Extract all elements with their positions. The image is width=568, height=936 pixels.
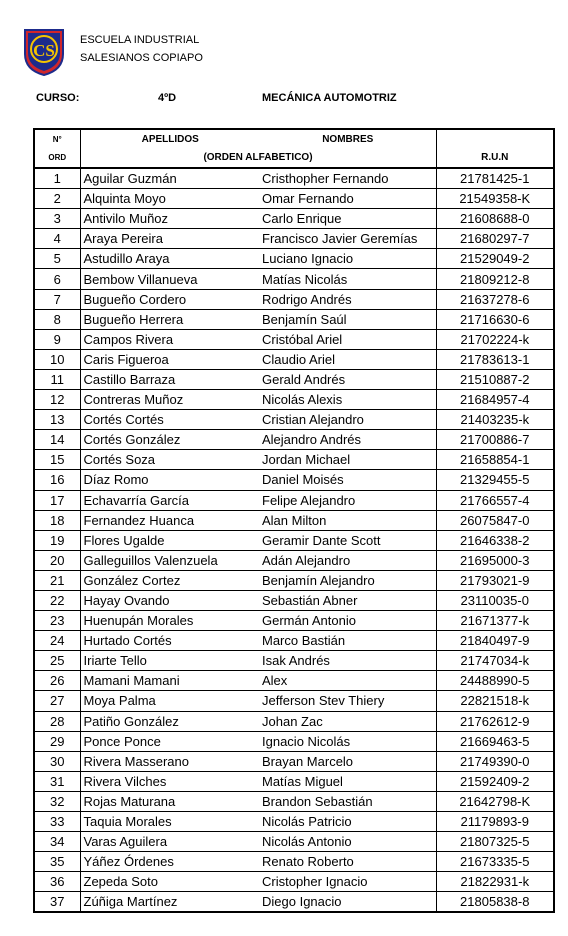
row-number: 14	[34, 430, 80, 450]
row-number: 8	[34, 309, 80, 329]
row-nombres: Nicolás Antonio	[260, 832, 436, 852]
table-row	[34, 249, 554, 269]
row-apellidos: Caris Figueroa	[80, 349, 260, 369]
table-row	[34, 570, 554, 590]
row-apellidos: Iriarte Tello	[80, 651, 260, 671]
row-number: 15	[34, 450, 80, 470]
row-number: 6	[34, 269, 80, 289]
table-row	[34, 229, 554, 249]
row-nombres: Cristopher Ignacio	[260, 872, 436, 892]
row-nombres: Matías Miguel	[260, 771, 436, 791]
row-apellidos: Echavarría García	[80, 490, 260, 510]
row-number: 22	[34, 590, 80, 610]
row-run: 21781425-1	[436, 168, 554, 189]
row-nombres: Alex	[260, 671, 436, 691]
row-number: 20	[34, 550, 80, 570]
student-roster-table	[33, 128, 555, 913]
row-apellidos: Zepeda Soto	[80, 872, 260, 892]
row-number: 30	[34, 751, 80, 771]
row-number: 7	[34, 289, 80, 309]
row-apellidos: Antivilo Muñoz	[80, 209, 260, 229]
school-name	[80, 31, 203, 67]
row-number: 23	[34, 611, 80, 631]
row-run: 26075847-0	[436, 510, 554, 530]
table-row	[34, 530, 554, 550]
table-row	[34, 550, 554, 570]
row-number: 35	[34, 852, 80, 872]
row-number: 12	[34, 390, 80, 410]
header-nombres: NOMBRES	[260, 129, 436, 148]
table-row	[34, 490, 554, 510]
row-run: 21793021-9	[436, 570, 554, 590]
row-run: 21695000-3	[436, 550, 554, 570]
table-row	[34, 309, 554, 329]
row-number: 28	[34, 711, 80, 731]
row-apellidos: Bembow Villanueva	[80, 269, 260, 289]
row-nombres: Jefferson Stev Thiery	[260, 691, 436, 711]
table-row	[34, 329, 554, 349]
row-apellidos: Aguilar Guzmán	[80, 168, 260, 189]
row-apellidos: Rivera Vilches	[80, 771, 260, 791]
row-run: 21700886-7	[436, 430, 554, 450]
row-run: 21179893-9	[436, 812, 554, 832]
table-row	[34, 832, 554, 852]
row-run: 21807325-5	[436, 832, 554, 852]
row-nombres: Alan Milton	[260, 510, 436, 530]
row-apellidos: Yáñez Órdenes	[80, 852, 260, 872]
row-nombres: Rodrigo Andrés	[260, 289, 436, 309]
row-apellidos: González Cortez	[80, 570, 260, 590]
row-apellidos: Rivera Masserano	[80, 751, 260, 771]
row-run: 21840497-9	[436, 631, 554, 651]
row-nombres: Geramir Dante Scott	[260, 530, 436, 550]
row-number: 27	[34, 691, 80, 711]
table-row	[34, 390, 554, 410]
row-nombres: Omar Fernando	[260, 189, 436, 209]
row-number: 32	[34, 791, 80, 811]
table-row	[34, 771, 554, 791]
row-nombres: Sebastián Abner	[260, 590, 436, 610]
table-row	[34, 691, 554, 711]
row-apellidos: Astudillo Araya	[80, 249, 260, 269]
row-run: 23110035-0	[436, 590, 554, 610]
row-run: 21702224-k	[436, 329, 554, 349]
row-apellidos: Bugueño Herrera	[80, 309, 260, 329]
row-run: 21783613-1	[436, 349, 554, 369]
row-apellidos: Flores Ugalde	[80, 530, 260, 550]
row-nombres: Daniel Moisés	[260, 470, 436, 490]
row-nombres: Nicolás Alexis	[260, 390, 436, 410]
row-apellidos: Díaz Romo	[80, 470, 260, 490]
row-run: 21716630-6	[436, 309, 554, 329]
row-number: 25	[34, 651, 80, 671]
row-run: 21822931-k	[436, 872, 554, 892]
row-nombres: Benjamín Alejandro	[260, 570, 436, 590]
row-number: 9	[34, 329, 80, 349]
row-run: 21549358-K	[436, 189, 554, 209]
row-nombres: Renato Roberto	[260, 852, 436, 872]
row-apellidos: Cortés Soza	[80, 450, 260, 470]
row-number: 11	[34, 369, 80, 389]
row-run: 21762612-9	[436, 711, 554, 731]
row-run: 22821518-k	[436, 691, 554, 711]
header-run: R.U.N	[436, 148, 554, 168]
row-nombres: Marco Bastián	[260, 631, 436, 651]
row-nombres: Adán Alejandro	[260, 550, 436, 570]
school-name-line2: SALESIANOS COPIAPO	[80, 52, 203, 64]
row-number: 37	[34, 892, 80, 913]
table-row	[34, 289, 554, 309]
row-number: 5	[34, 249, 80, 269]
row-apellidos: Zúñiga Martínez	[80, 892, 260, 913]
row-nombres: Gerald Andrés	[260, 369, 436, 389]
row-apellidos: Patiño González	[80, 711, 260, 731]
table-row	[34, 590, 554, 610]
table-row	[34, 611, 554, 631]
row-run: 21642798-K	[436, 791, 554, 811]
row-run: 24488990-5	[436, 671, 554, 691]
school-name-line1: ESCUELA INDUSTRIAL	[80, 34, 200, 46]
table-row	[34, 711, 554, 731]
row-apellidos: Alquinta Moyo	[80, 189, 260, 209]
school-crest-icon	[23, 28, 65, 76]
row-nombres: Diego Ignacio	[260, 892, 436, 913]
row-number: 16	[34, 470, 80, 490]
row-run: 21403235-k	[436, 410, 554, 430]
row-nombres: Cristian Alejandro	[260, 410, 436, 430]
course-label: CURSO:	[36, 92, 80, 104]
row-run: 21510887-2	[436, 369, 554, 389]
row-run: 21747034-k	[436, 651, 554, 671]
table-row	[34, 812, 554, 832]
table-row	[34, 450, 554, 470]
table-row	[34, 872, 554, 892]
row-number: 2	[34, 189, 80, 209]
table-row	[34, 369, 554, 389]
row-apellidos: Galleguillos Valenzuela	[80, 550, 260, 570]
row-number: 24	[34, 631, 80, 651]
table-row	[34, 731, 554, 751]
table-row	[34, 751, 554, 771]
course-info	[0, 92, 568, 108]
row-run: 21592409-2	[436, 771, 554, 791]
row-apellidos: Contreras Muñoz	[80, 390, 260, 410]
row-run: 21673335-5	[436, 852, 554, 872]
row-number: 36	[34, 872, 80, 892]
row-nombres: Francisco Javier Geremías	[260, 229, 436, 249]
row-nombres: Matías Nicolás	[260, 269, 436, 289]
row-number: 1	[34, 168, 80, 189]
row-run: 21658854-1	[436, 450, 554, 470]
table-header-row	[34, 148, 554, 168]
row-apellidos: Varas Aguilera	[80, 832, 260, 852]
row-apellidos: Huenupán Morales	[80, 611, 260, 631]
row-nombres: Felipe Alejandro	[260, 490, 436, 510]
row-apellidos: Ponce Ponce	[80, 731, 260, 751]
row-run: 21529049-2	[436, 249, 554, 269]
row-run: 21669463-5	[436, 731, 554, 751]
table-row	[34, 189, 554, 209]
row-run: 21680297-7	[436, 229, 554, 249]
table-row	[34, 269, 554, 289]
row-number: 34	[34, 832, 80, 852]
row-apellidos: Rojas Maturana	[80, 791, 260, 811]
row-nombres: Nicolás Patricio	[260, 812, 436, 832]
row-nombres: Ignacio Nicolás	[260, 731, 436, 751]
table-row	[34, 671, 554, 691]
table-row	[34, 510, 554, 530]
row-number: 17	[34, 490, 80, 510]
table-row	[34, 209, 554, 229]
table-row	[34, 852, 554, 872]
row-number: 19	[34, 530, 80, 550]
table-row	[34, 892, 554, 913]
logo-letters: CS	[33, 41, 55, 60]
row-apellidos: Hayay Ovando	[80, 590, 260, 610]
row-apellidos: Bugueño Cordero	[80, 289, 260, 309]
row-run: 21805838-8	[436, 892, 554, 913]
row-apellidos: Cortés Cortés	[80, 410, 260, 430]
row-number: 31	[34, 771, 80, 791]
table-row	[34, 631, 554, 651]
row-nombres: Luciano Ignacio	[260, 249, 436, 269]
row-run: 21809212-8	[436, 269, 554, 289]
row-nombres: Brayan Marcelo	[260, 751, 436, 771]
row-run: 21608688-0	[436, 209, 554, 229]
row-nombres: Cristhopher Fernando	[260, 168, 436, 189]
table-row	[34, 168, 554, 189]
row-number: 29	[34, 731, 80, 751]
table-row	[34, 791, 554, 811]
row-number: 13	[34, 410, 80, 430]
course-grade: 4ºD	[158, 92, 177, 104]
row-run: 21329455-5	[436, 470, 554, 490]
row-apellidos: Castillo Barraza	[80, 369, 260, 389]
row-apellidos: Hurtado Cortés	[80, 631, 260, 651]
row-apellidos: Campos Rivera	[80, 329, 260, 349]
row-nombres: Jordan Michael	[260, 450, 436, 470]
table-row	[34, 651, 554, 671]
row-apellidos: Araya Pereira	[80, 229, 260, 249]
row-run: 21646338-2	[436, 530, 554, 550]
header-num-top: N°	[34, 129, 80, 148]
school-logo	[23, 28, 65, 76]
row-number: 4	[34, 229, 80, 249]
table-row	[34, 430, 554, 450]
row-number: 33	[34, 812, 80, 832]
row-apellidos: Cortés González	[80, 430, 260, 450]
row-apellidos: Taquia Morales	[80, 812, 260, 832]
row-nombres: Benjamín Saúl	[260, 309, 436, 329]
header-num-bottom: ORD	[34, 148, 80, 168]
row-apellidos: Fernandez Huanca	[80, 510, 260, 530]
row-nombres: Carlo Enrique	[260, 209, 436, 229]
header-apellidos: APELLIDOS	[141, 133, 199, 145]
row-run: 21766557-4	[436, 490, 554, 510]
course-specialty: MECÁNICA AUTOMOTRIZ	[262, 92, 397, 104]
row-nombres: Isak Andrés	[260, 651, 436, 671]
table-row	[34, 410, 554, 430]
row-apellidos: Moya Palma	[80, 691, 260, 711]
row-nombres: Cristóbal Ariel	[260, 329, 436, 349]
header-orden: (ORDEN ALFABETICO)	[80, 148, 436, 168]
row-number: 26	[34, 671, 80, 691]
row-run: 21637278-6	[436, 289, 554, 309]
row-nombres: Germán Antonio	[260, 611, 436, 631]
row-number: 18	[34, 510, 80, 530]
table-row	[34, 470, 554, 490]
row-number: 3	[34, 209, 80, 229]
row-nombres: Brandon Sebastián	[260, 791, 436, 811]
row-nombres: Claudio Ariel	[260, 349, 436, 369]
row-nombres: Alejandro Andrés	[260, 430, 436, 450]
row-number: 10	[34, 349, 80, 369]
row-run: 21671377-k	[436, 611, 554, 631]
table-header-row	[34, 129, 554, 148]
row-nombres: Johan Zac	[260, 711, 436, 731]
row-run: 21749390-0	[436, 751, 554, 771]
row-apellidos: Mamani Mamani	[80, 671, 260, 691]
table-row	[34, 349, 554, 369]
row-run: 21684957-4	[436, 390, 554, 410]
row-number: 21	[34, 570, 80, 590]
